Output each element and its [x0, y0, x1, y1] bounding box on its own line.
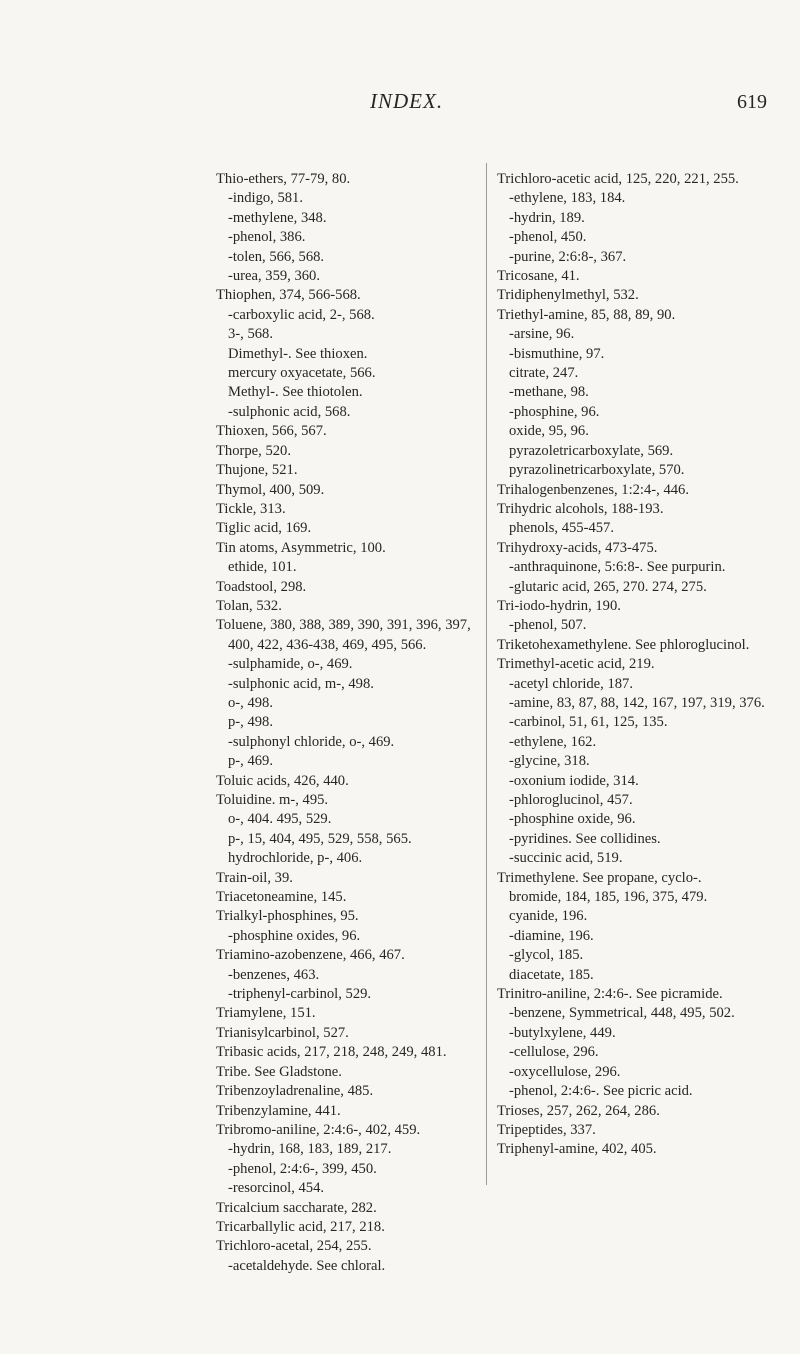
index-subentry: Methyl-. See thiotolen.: [228, 384, 363, 401]
index-entry: Trihydroxy-acids, 473-475.: [497, 539, 658, 556]
index-entry: Trichloro-acetal, 254, 255.: [216, 1238, 372, 1255]
index-subentry: -bismuthine, 97.: [509, 345, 605, 362]
index-subentry: o-, 498.: [228, 694, 273, 711]
index-entry: Tribenzoyladrenaline, 485.: [216, 1083, 374, 1100]
index-subentry: -oxonium iodide, 314.: [509, 772, 639, 789]
index-subentry: -resorcinol, 454.: [228, 1180, 325, 1197]
index-entry: Trihydric alcohols, 188-193.: [497, 500, 664, 517]
index-entry: Trianisylcarbinol, 527.: [216, 1024, 349, 1041]
index-subentry: -pyridines. See collidines.: [509, 830, 661, 847]
index-subentry: -phloroglucinol, 457.: [509, 792, 633, 808]
index-subentry: -carboxylic acid, 2-, 568.: [228, 306, 375, 323]
index-entry: Thujone, 521.: [216, 462, 298, 479]
index-subentry: -diamine, 196.: [509, 927, 594, 944]
index-subentry: ethide, 101.: [228, 559, 297, 576]
index-subentry: -phosphine oxides, 96.: [228, 927, 361, 944]
index-entry: Triamylene, 151.: [216, 1005, 316, 1022]
index-entry: Triphenyl-amine, 402, 405.: [497, 1141, 657, 1158]
index-subentry: -oxycellulose, 296.: [509, 1063, 621, 1080]
index-entry: Triketohexamethylene. See phloroglucinol.: [497, 636, 750, 653]
index-entry: Trichloro-acetic acid, 125, 220, 221, 255.: [497, 171, 739, 187]
index-subentry: -phosphine oxide, 96.: [509, 811, 636, 828]
index-entry: Trialkyl-phosphines, 95.: [216, 908, 359, 925]
index-entry: Tricalcium saccharate, 282.: [216, 1199, 377, 1216]
index-entry: Thio-ethers, 77-79, 80.: [216, 171, 351, 187]
index-column-right: [497, 170, 787, 1160]
index-entry: Tolan, 532.: [216, 597, 282, 614]
index-subentry: o-, 404. 495, 529.: [228, 811, 332, 828]
index-entry: Toluic acids, 426, 440.: [216, 772, 349, 789]
index-subentry: -glycine, 318.: [509, 753, 590, 770]
index-entry: Tribe. See Gladstone.: [216, 1063, 342, 1080]
index-entry: Tridiphenylmethyl, 532.: [497, 287, 639, 304]
index-subentry: -benzenes, 463.: [228, 966, 320, 983]
index-column-left: [216, 170, 478, 1276]
index-subentry: pyrazolinetricarboxylate, 570.: [509, 462, 685, 479]
index-subentry: -cellulose, 296.: [509, 1044, 599, 1061]
index-subentry: -succinic acid, 519.: [509, 850, 623, 867]
index-entry: Tickle, 313.: [216, 500, 286, 517]
index-entry: Tiglic acid, 169.: [216, 520, 312, 537]
index-subentry: -sulphonyl chloride, o-, 469.: [228, 733, 395, 750]
index-entry: Toadstool, 298.: [216, 578, 307, 595]
index-subentry: -benzene, Symmetrical, 448, 495, 502.: [509, 1005, 735, 1022]
index-entry: Tricarballylic acid, 217, 218.: [216, 1218, 385, 1235]
index-entry: Triethyl-amine, 85, 88, 89, 90.: [497, 306, 676, 323]
index-subentry: -glycol, 185.: [509, 947, 584, 964]
index-subentry: -acetyl chloride, 187.: [509, 675, 633, 692]
index-subentry: -acetaldehyde. See chloral.: [228, 1257, 386, 1274]
index-subentry: -triphenyl-carbinol, 529.: [228, 986, 372, 1003]
index-subentry: -anthraquinone, 5:6:8-. See purpurin.: [509, 559, 726, 576]
index-subentry: phenols, 455-457.: [509, 520, 614, 537]
index-subentry: -amine, 83, 87, 88, 142, 167, 197, 319, 376.: [509, 694, 765, 711]
index-subentry: -sulphonic acid, 568.: [228, 403, 351, 420]
index-subentry: -indigo, 581.: [228, 190, 303, 207]
index-subentry: -tolen, 566, 568.: [228, 248, 325, 265]
index-subentry: hydrochloride, p-, 406.: [228, 850, 363, 867]
index-entry: Trihalogenbenzenes, 1:2:4-, 446.: [497, 481, 689, 498]
index-entry: Train-oil, 39.: [216, 869, 293, 886]
index-entry: Trimethyl-acetic acid, 219.: [497, 656, 655, 673]
index-entry: Triamino-azobenzene, 466, 467.: [216, 947, 405, 964]
index-subentry: mercury oxyacetate, 566.: [228, 365, 376, 382]
index-subentry: -phenol, 450.: [509, 229, 587, 246]
column-divider: [486, 163, 487, 1185]
index-subentry: -carbinol, 51, 61, 125, 135.: [509, 714, 668, 731]
index-entry: Tribromo-aniline, 2:4:6-, 402, 459.: [216, 1121, 421, 1138]
index-subentry: -hydrin, 189.: [509, 209, 585, 226]
index-subentry: -phenol, 507.: [509, 617, 587, 634]
index-entry: Toluidine. m-, 495.: [216, 792, 329, 808]
index-subentry: bromide, 184, 185, 196, 375, 479.: [509, 889, 708, 906]
index-entry: Tribasic acids, 217, 218, 248, 249, 481.: [216, 1044, 447, 1061]
index-entry: Trimethylene. See propane, cyclo-.: [497, 869, 702, 886]
index-subentry: p-, 469.: [228, 753, 273, 770]
index-entry: Thiophen, 374, 566-568.: [216, 287, 361, 304]
index-subentry: -ethylene, 183, 184.: [509, 190, 626, 207]
index-entry: Tri-iodo-hydrin, 190.: [497, 597, 621, 614]
index-subentry: oxide, 95, 96.: [509, 423, 589, 440]
page-number: 619: [737, 91, 767, 113]
index-subentry: p-, 498.: [228, 714, 273, 731]
index-subentry: -methylene, 348.: [228, 209, 327, 226]
index-entry: Tripeptides, 337.: [497, 1121, 596, 1138]
index-subentry: -ethylene, 162.: [509, 733, 597, 750]
index-subentry: cyanide, 196.: [509, 908, 588, 925]
index-entry: Triacetoneamine, 145.: [216, 889, 347, 906]
index-subentry: -glutaric acid, 265, 270. 274, 275.: [509, 578, 707, 595]
index-subentry: -purine, 2:6:8-, 367.: [509, 248, 627, 265]
index-subentry: -methane, 98.: [509, 384, 589, 401]
index-entry: Trinitro-aniline, 2:4:6-. See picramide.: [497, 986, 723, 1003]
index-subentry: -urea, 359, 360.: [228, 268, 320, 285]
index-subentry: -phenol, 386.: [228, 229, 306, 246]
index-subentry: Dimethyl-. See thioxen.: [228, 345, 368, 362]
index-entry: Tribenzylamine, 441.: [216, 1102, 341, 1119]
index-subentry: -arsine, 96.: [509, 326, 575, 343]
index-subentry: pyrazoletricarboxylate, 569.: [509, 442, 674, 459]
index-entry: Tin atoms, Asymmetric, 100.: [216, 539, 386, 556]
index-entry: Thioxen, 566, 567.: [216, 423, 327, 440]
index-subentry: -butylxylene, 449.: [509, 1024, 616, 1041]
index-subentry: 3-, 568.: [228, 326, 273, 343]
index-entry: Thymol, 400, 509.: [216, 481, 325, 498]
page-header-title: INDEX.: [370, 89, 444, 113]
index-subentry: citrate, 247.: [509, 365, 579, 382]
index-entry: Toluene, 380, 388, 389, 390, 391, 396, 397, 400, 422, 436-438, 469, 495, 566.: [216, 617, 471, 653]
index-entry: Thorpe, 520.: [216, 442, 291, 459]
index-subentry: -phosphine, 96.: [509, 403, 600, 420]
index-subentry: -phenol, 2:4:6-, 399, 450.: [228, 1160, 377, 1177]
index-subentry: -phenol, 2:4:6-. See picric acid.: [509, 1083, 693, 1100]
index-subentry: diacetate, 185.: [509, 966, 594, 983]
index-subentry: -hydrin, 168, 183, 189, 217.: [228, 1141, 392, 1158]
index-subentry: -sulphonic acid, m-, 498.: [228, 675, 374, 692]
index-subentry: -sulphamide, o-, 469.: [228, 656, 353, 673]
index-entry: Tricosane, 41.: [497, 268, 580, 285]
index-entry: Trioses, 257, 262, 264, 286.: [497, 1102, 660, 1119]
index-subentry: p-, 15, 404, 495, 529, 558, 565.: [228, 830, 412, 847]
